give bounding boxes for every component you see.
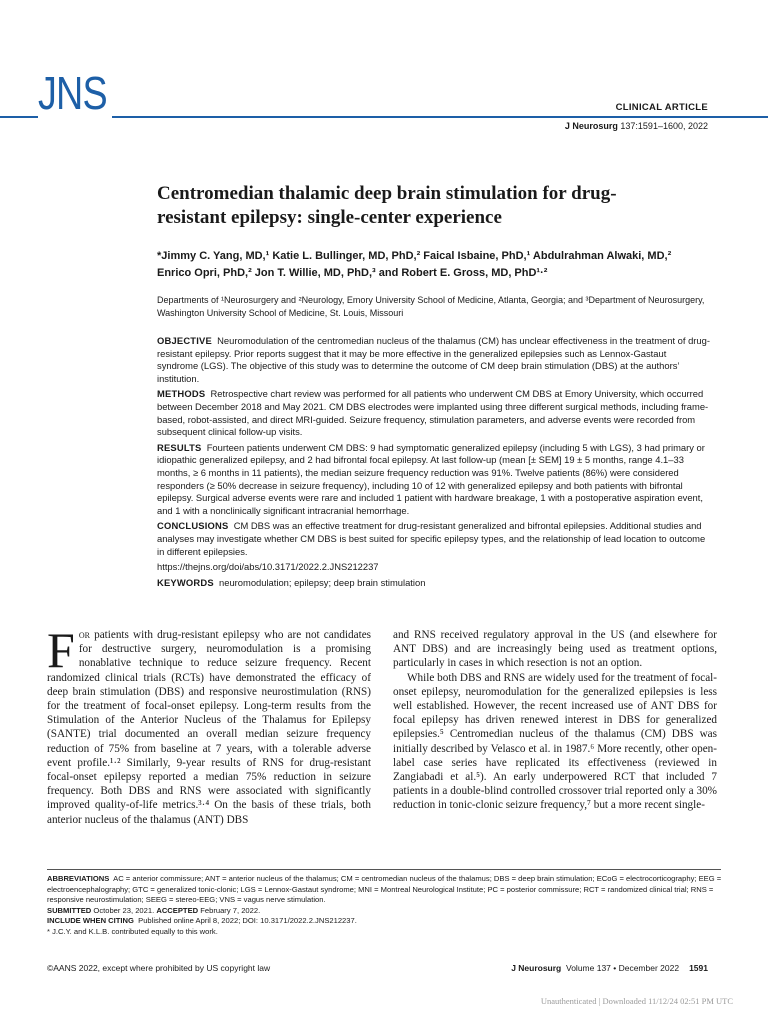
equal-contribution-note: * J.C.Y. and K.L.B. contributed equally to this work.	[47, 926, 218, 936]
footer-copyright: ©AANS 2022, except where prohibited by US copyright law	[47, 963, 271, 973]
objective-label: OBJECTIVE	[157, 335, 212, 346]
citing-text: Published online April 8, 2022; DOI: 10.3171/2022.2.JNS212237.	[138, 916, 357, 926]
doi-link[interactable]: https://thejns.org/doi/abs/10.3171/2022.2.JNS212237	[157, 561, 379, 573]
conclusions-label: CONCLUSIONS	[157, 520, 229, 532]
objective-text: Neuromodulation of the centromedian nucleus of the thalamus (CM) has unclear effectiveness in the treatment of drug-resistant epilepsy. Prior reports suggest that it may be more effective in the generalized epilepsies such as Lennox-Gastaut syndrome (LGS). The objective of this study was to determine the outcome of CM deep brain stimulation (DBS) at the authors’ institution.	[157, 335, 710, 384]
authors-line-1: *Jimmy C. Yang, MD,¹ Katie L. Bullinger, MD, PhD,² Faical Isbaine, PhD,¹ Abdulrahman Alwaki, MD,²	[157, 250, 672, 262]
affiliations: Departments of ¹Neurosurgery and ²Neurology, Emory University School of Medicine, Atlanta, Georgia; and ³Department of Neurosurgery, Washington University School of Medicine, St. Louis, Missouri	[157, 295, 705, 318]
page-number: 1591	[689, 963, 708, 973]
body-paragraph: While both DBS and RNS are widely used for the treatment of focal-onset epilepsy, neuromodulation for the generalized epilepsies is less well established. However, the recent increased use of ANT DBS for focal epilepsy has driven renewed interest in DBS for generalized epilepsies.⁵ Centromedian nucleus of the thalamus (CM) DBS was initially described by Velasco et al. in 1987.⁶ More recently, other open-label case series have replicated its effectiveness (reviewed in Zangiabadi et al.⁵). An early underpowered RCT that included 7 patients in a double-blind controlled crossover trial reported only a 30% reduction in tonic-clonic seizure frequency,⁷ but a more recent single-	[393, 671, 717, 812]
abstract	[157, 335, 710, 592]
abstract-methods	[157, 388, 710, 438]
body-paragraph: and RNS received regulatory approval in the US (and elsewhere for ANT DBS) and are increasingly being used as treatment options, particularly in cases in which resection is not an option.	[393, 629, 717, 670]
results-text: Fourteen patients underwent CM DBS: 9 had symptomatic generalized epilepsy (including 5 with LGS), 3 had primary or idiopathic generalized epilepsy, and 2 had bifrontal focal epilepsy. At last follow-up (mean [± SEM] 19 ± 5 months, range 4.1–33 months, ≥ 6 months in 11 patients), the median seizure frequency reduction was 91%. Twelve patients (86%) were considered responders (≥ 50% decrease in seizure frequency), including 10 of 12 with generalized epilepsy and both patients with bifrontal epilepsy. Surgical adverse events were rare and included 1 patient with hardware breakage, 1 with a postoperative aspiration event, and 1 with a nonclinically significant intracranial hemorrhage.	[157, 441, 705, 516]
download-watermark: Unauthenticated | Downloaded 11/12/24 02:51 PM UTC	[540, 996, 733, 1006]
footer-journal: J Neurosurg	[511, 963, 562, 973]
abstract-objective	[157, 335, 710, 385]
accepted-label: ACCEPTED	[156, 905, 199, 915]
footnote-rule	[47, 869, 721, 870]
footer-journal-info	[511, 963, 708, 973]
article-type: CLINICAL ARTICLE	[615, 102, 708, 113]
citation-journal: J Neurosurg	[564, 121, 618, 131]
citing-info	[47, 916, 722, 927]
first-word-rest: or	[78, 629, 90, 641]
journal-citation	[565, 121, 708, 131]
journal-logo: JNS	[38, 67, 107, 119]
body-text: patients with drug-resistant epilepsy who are not candidates for destructive surgery, neuromodulation is a promising nonablative technique to reduce seizure frequency. Recent randomized clinical trials (RCTs) have demonstrated the efficacy of deep brain stimulation (DBS) and responsive neurostimulation (RNS) for the treatment of focal-onset epilepsy. Long-term results from the Stimulation of the Anterior Nucleus of the Thalamus for Epilepsy (SANTE) trial documented an overall median seizure frequency reduction of 75% from baseline at 7 years, with a tolerable adverse event profile.¹·² Similarly, 9-year results of RNS for drug-resistant focal-onset epilepsy reported a median 75% reduction in seizure frequency. Both DBS and RNS were associated with significantly improved quality-of-life metrics.³·⁴ On the basis of these trials, both anterior nucleus of the thalamus (ANT) DBS	[47, 629, 372, 826]
header-rule	[112, 116, 768, 118]
body-column-left	[47, 622, 372, 827]
abbreviations-text: AC = anterior commissure; ANT = anterior nucleus of the thalamus; CM = centromedian nucleus of the thalamus; DBS = deep brain stimulation; ECoG = electrocorticography; EEG = electroencephalography; GTC = generalized tonic-clonic; LGS = Lennox-Gastaut syndrome; MNI = Montreal Neurological Institute; PC = posterior commissure; RCT = randomized clinical trial; RNS = responsive neurostimulation; SEEG = stereo-EEG; VNS = vagus nerve stimulation.	[47, 874, 722, 905]
accepted-date: February 7, 2022.	[200, 905, 261, 915]
author-list	[157, 248, 717, 282]
results-label: RESULTS	[157, 441, 202, 453]
abstract-conclusions	[157, 520, 710, 558]
footnotes	[47, 874, 722, 938]
keywords-text: neuromodulation; epilepsy; deep brain stimulation	[219, 576, 426, 588]
submitted-date: October 23, 2021.	[93, 905, 155, 915]
body-paragraph	[47, 622, 372, 827]
citing-label: INCLUDE WHEN CITING	[47, 916, 134, 926]
authors-line-2: Enrico Opri, PhD,² Jon T. Willie, MD, PhD,³ and Robert E. Gross, MD, PhD¹·²	[157, 267, 548, 279]
article-title: Centromedian thalamic deep brain stimulation for drug-resistant epilepsy: single-center experience	[157, 183, 617, 228]
abstract-keywords	[157, 577, 710, 590]
citation-details: 137:1591–1600, 2022	[620, 121, 708, 131]
submitted-label: SUBMITTED	[47, 905, 92, 915]
keywords-label: KEYWORDS	[157, 576, 214, 588]
dates	[47, 906, 722, 917]
abbreviations-label: ABBREVIATIONS	[47, 874, 110, 883]
drop-cap: F	[47, 622, 75, 678]
body-column-right	[393, 628, 717, 813]
abstract-results	[157, 442, 710, 518]
methods-label: METHODS	[157, 388, 206, 400]
footer-issue: Volume 137 • December 2022	[566, 963, 680, 973]
conclusions-text: CM DBS was an effective treatment for drug-resistant generalized and bifrontal epilepsies. Additional studies and analyses may investigate whether CM DBS is best suited for specific epilepsy types, and the relationship of lead location to outcome in different epilepsies.	[157, 520, 706, 557]
header-rule-left	[0, 116, 38, 118]
abbreviations	[47, 874, 722, 906]
methods-text: Retrospective chart review was performed for all patients who underwent CM DBS at Emory University, which occurred between December 2018 and May 2021. CM DBS electrodes were implanted using three different surgical methods, including frame-based, robot-assisted, and direct MRI-guided. Seizure frequency, stimulation parameters, and adverse events were recorded from subsequent clinical follow-up visits.	[157, 388, 709, 438]
